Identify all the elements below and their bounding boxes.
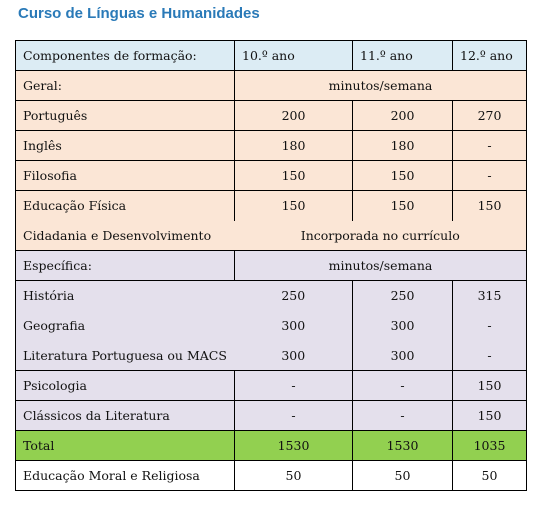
value-year-12: - [453,341,527,371]
subject-label: Inglês [16,131,235,161]
table-row [16,191,527,221]
subject-label: Literatura Portuguesa ou MACS [16,341,235,371]
value-year-12: 315 [453,281,527,311]
value-year-11: - [353,401,453,431]
curriculum-table [15,40,527,491]
subject-label: Clássicos da Literatura [16,401,235,431]
value-year-10: 150 [235,161,353,191]
header-year-10: 10.º ano [235,41,353,71]
value-year-10: 250 [235,281,353,311]
value-year-10: - [235,401,353,431]
value-year-11: - [353,371,453,401]
value-year-10: 180 [235,131,353,161]
table-header-row [16,41,527,71]
total-year-11: 1530 [353,431,453,461]
table-row [16,101,527,131]
value-year-10: 200 [235,101,353,131]
cidadania-row [16,221,527,251]
emr-row [16,461,527,491]
value-year-12: - [453,311,527,341]
value-year-11: 50 [353,461,453,491]
value-year-10: - [235,371,353,401]
table-row [16,341,527,371]
section-especifica-row [16,251,527,281]
subject-label: Filosofia [16,161,235,191]
value-year-11: 150 [353,191,453,221]
value-year-11: 200 [353,101,453,131]
header-year-11: 11.º ano [353,41,453,71]
value-year-10: 300 [235,311,353,341]
value-year-10: 50 [235,461,353,491]
header-year-12: 12.º ano [453,41,527,71]
total-label: Total [16,431,235,461]
section-geral-row [16,71,527,101]
section-geral-label: Geral: [16,71,235,101]
value-year-10: 300 [235,341,353,371]
subject-label: Psicologia [16,371,235,401]
value-year-12: - [453,161,527,191]
table-row [16,401,527,431]
page-title: Curso de Línguas e Humanidades [18,5,260,22]
header-label: Componentes de formação: [16,41,235,71]
section-especifica-unit: minutos/semana [235,251,527,281]
value-year-12: 150 [453,191,527,221]
value-year-11: 250 [353,281,453,311]
value-year-12: 50 [453,461,527,491]
section-geral-unit: minutos/semana [235,71,527,101]
total-year-12: 1035 [453,431,527,461]
subject-label: Cidadania e Desenvolvimento [16,221,235,251]
table-row [16,371,527,401]
value-year-11: 180 [353,131,453,161]
total-year-10: 1530 [235,431,353,461]
table-row [16,131,527,161]
section-especifica-label: Específica: [16,251,235,281]
value-year-11: 300 [353,311,453,341]
table-row [16,161,527,191]
cidadania-value: Incorporada no currículo [235,221,527,251]
value-year-11: 300 [353,341,453,371]
value-year-12: 150 [453,401,527,431]
total-row [16,431,527,461]
subject-label: Educação Moral e Religiosa [16,461,235,491]
table-row [16,311,527,341]
subject-label: Português [16,101,235,131]
value-year-12: - [453,131,527,161]
value-year-11: 150 [353,161,453,191]
value-year-12: 270 [453,101,527,131]
table-row [16,281,527,311]
subject-label: História [16,281,235,311]
value-year-12: 150 [453,371,527,401]
value-year-10: 150 [235,191,353,221]
subject-label: Educação Física [16,191,235,221]
subject-label: Geografia [16,311,235,341]
